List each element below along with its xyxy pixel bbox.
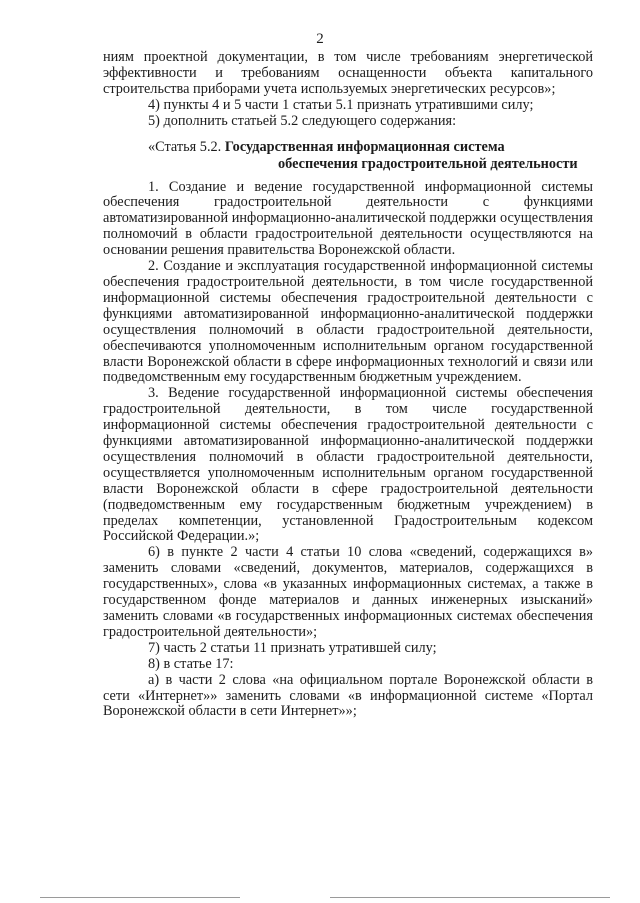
article-title-line1: Государственная информационная система	[224, 138, 505, 155]
amendment-item-4: 4) пункты 4 и 5 части 1 статьи 5.1 признать утратившими силу;	[148, 96, 534, 113]
continuation-paragraph: ниям проектной документации, в том числе требованиям энергетической эффективности и требованиям оснащенности объекта капитального строительства приборами учета используемых энергетических ресурсов»;	[103, 49, 593, 97]
article-clause-3: 3. Ведение государственной информационной системы обеспечения градостроительной деятельности, в том числе государственной информационной системы обеспечения градостроительной деятельности с функциями автоматизированной информационно-аналитической поддержки осуществления полномочий в области градостроительной деятельности, осуществляется уполномоченным исполнительным органом государственной власти Воронежской области в сфере градостроительной деятельности (подведомственным ему государственным бюджетным учреждением) в пределах компетенции, установленной Градостроительным кодексом Российской Федерации.»;	[103, 385, 593, 545]
scan-edge-mark-right	[330, 897, 610, 898]
article-heading-line1	[148, 139, 593, 156]
document-body	[103, 50, 593, 720]
article-clause-2: 2. Создание и эксплуатация государственной информационной системы обеспечения градостроительной деятельности, в том числе государственной информационной системы обеспечения градостроительной деятельности с функциями автоматизированной информационно-аналитической поддержки осуществления полномочий в области градостроительной деятельности, обеспечиваются уполномоченным исполнительным органом государственной власти Воронежской области в сфере информационных технологий и связи или подведомственным ему государственным бюджетным учреждением.	[103, 258, 593, 386]
amendment-item-8: 8) в статье 17:	[148, 655, 234, 672]
scan-edge-mark-left	[40, 897, 240, 898]
article-clause-1: 1. Создание и ведение государственной информационной системы обеспечения градостроительной деятельности с функциями автоматизированной информационно-аналитической поддержки осуществления полномочий в области градостроительной деятельности осуществляются на основании решения правительства Воронежской области.	[103, 178, 593, 259]
amendment-item-7: 7) часть 2 статьи 11 признать утратившей силу;	[148, 639, 437, 656]
amendment-item-8a: а) в части 2 слова «на официальном портале Воронежской области в сети «Интернет»» заменить словами «в информационной системе «Портал Воронежской области в сети Интернет»»;	[103, 671, 593, 720]
article-number: «Статья 5.2.	[148, 138, 225, 155]
amendment-item-5: 5) дополнить статьей 5.2 следующего содержания:	[148, 112, 457, 129]
article-title-line2: обеспечения градостроительной деятельности	[278, 155, 578, 172]
article-heading	[103, 139, 593, 173]
amendment-item-6: 6) в пункте 2 части 4 статьи 10 слова «сведений, содержащихся в» заменить словами «сведений, документов, материалов, содержащихся в государственных», слова «в указанных информационных системах, а также в государственном фонде материалов и данных инженерных изысканий» заменить словами «в государственных информационных системах обеспечения градостроительной деятельности»;	[103, 544, 593, 640]
page-number: 2	[316, 31, 324, 47]
